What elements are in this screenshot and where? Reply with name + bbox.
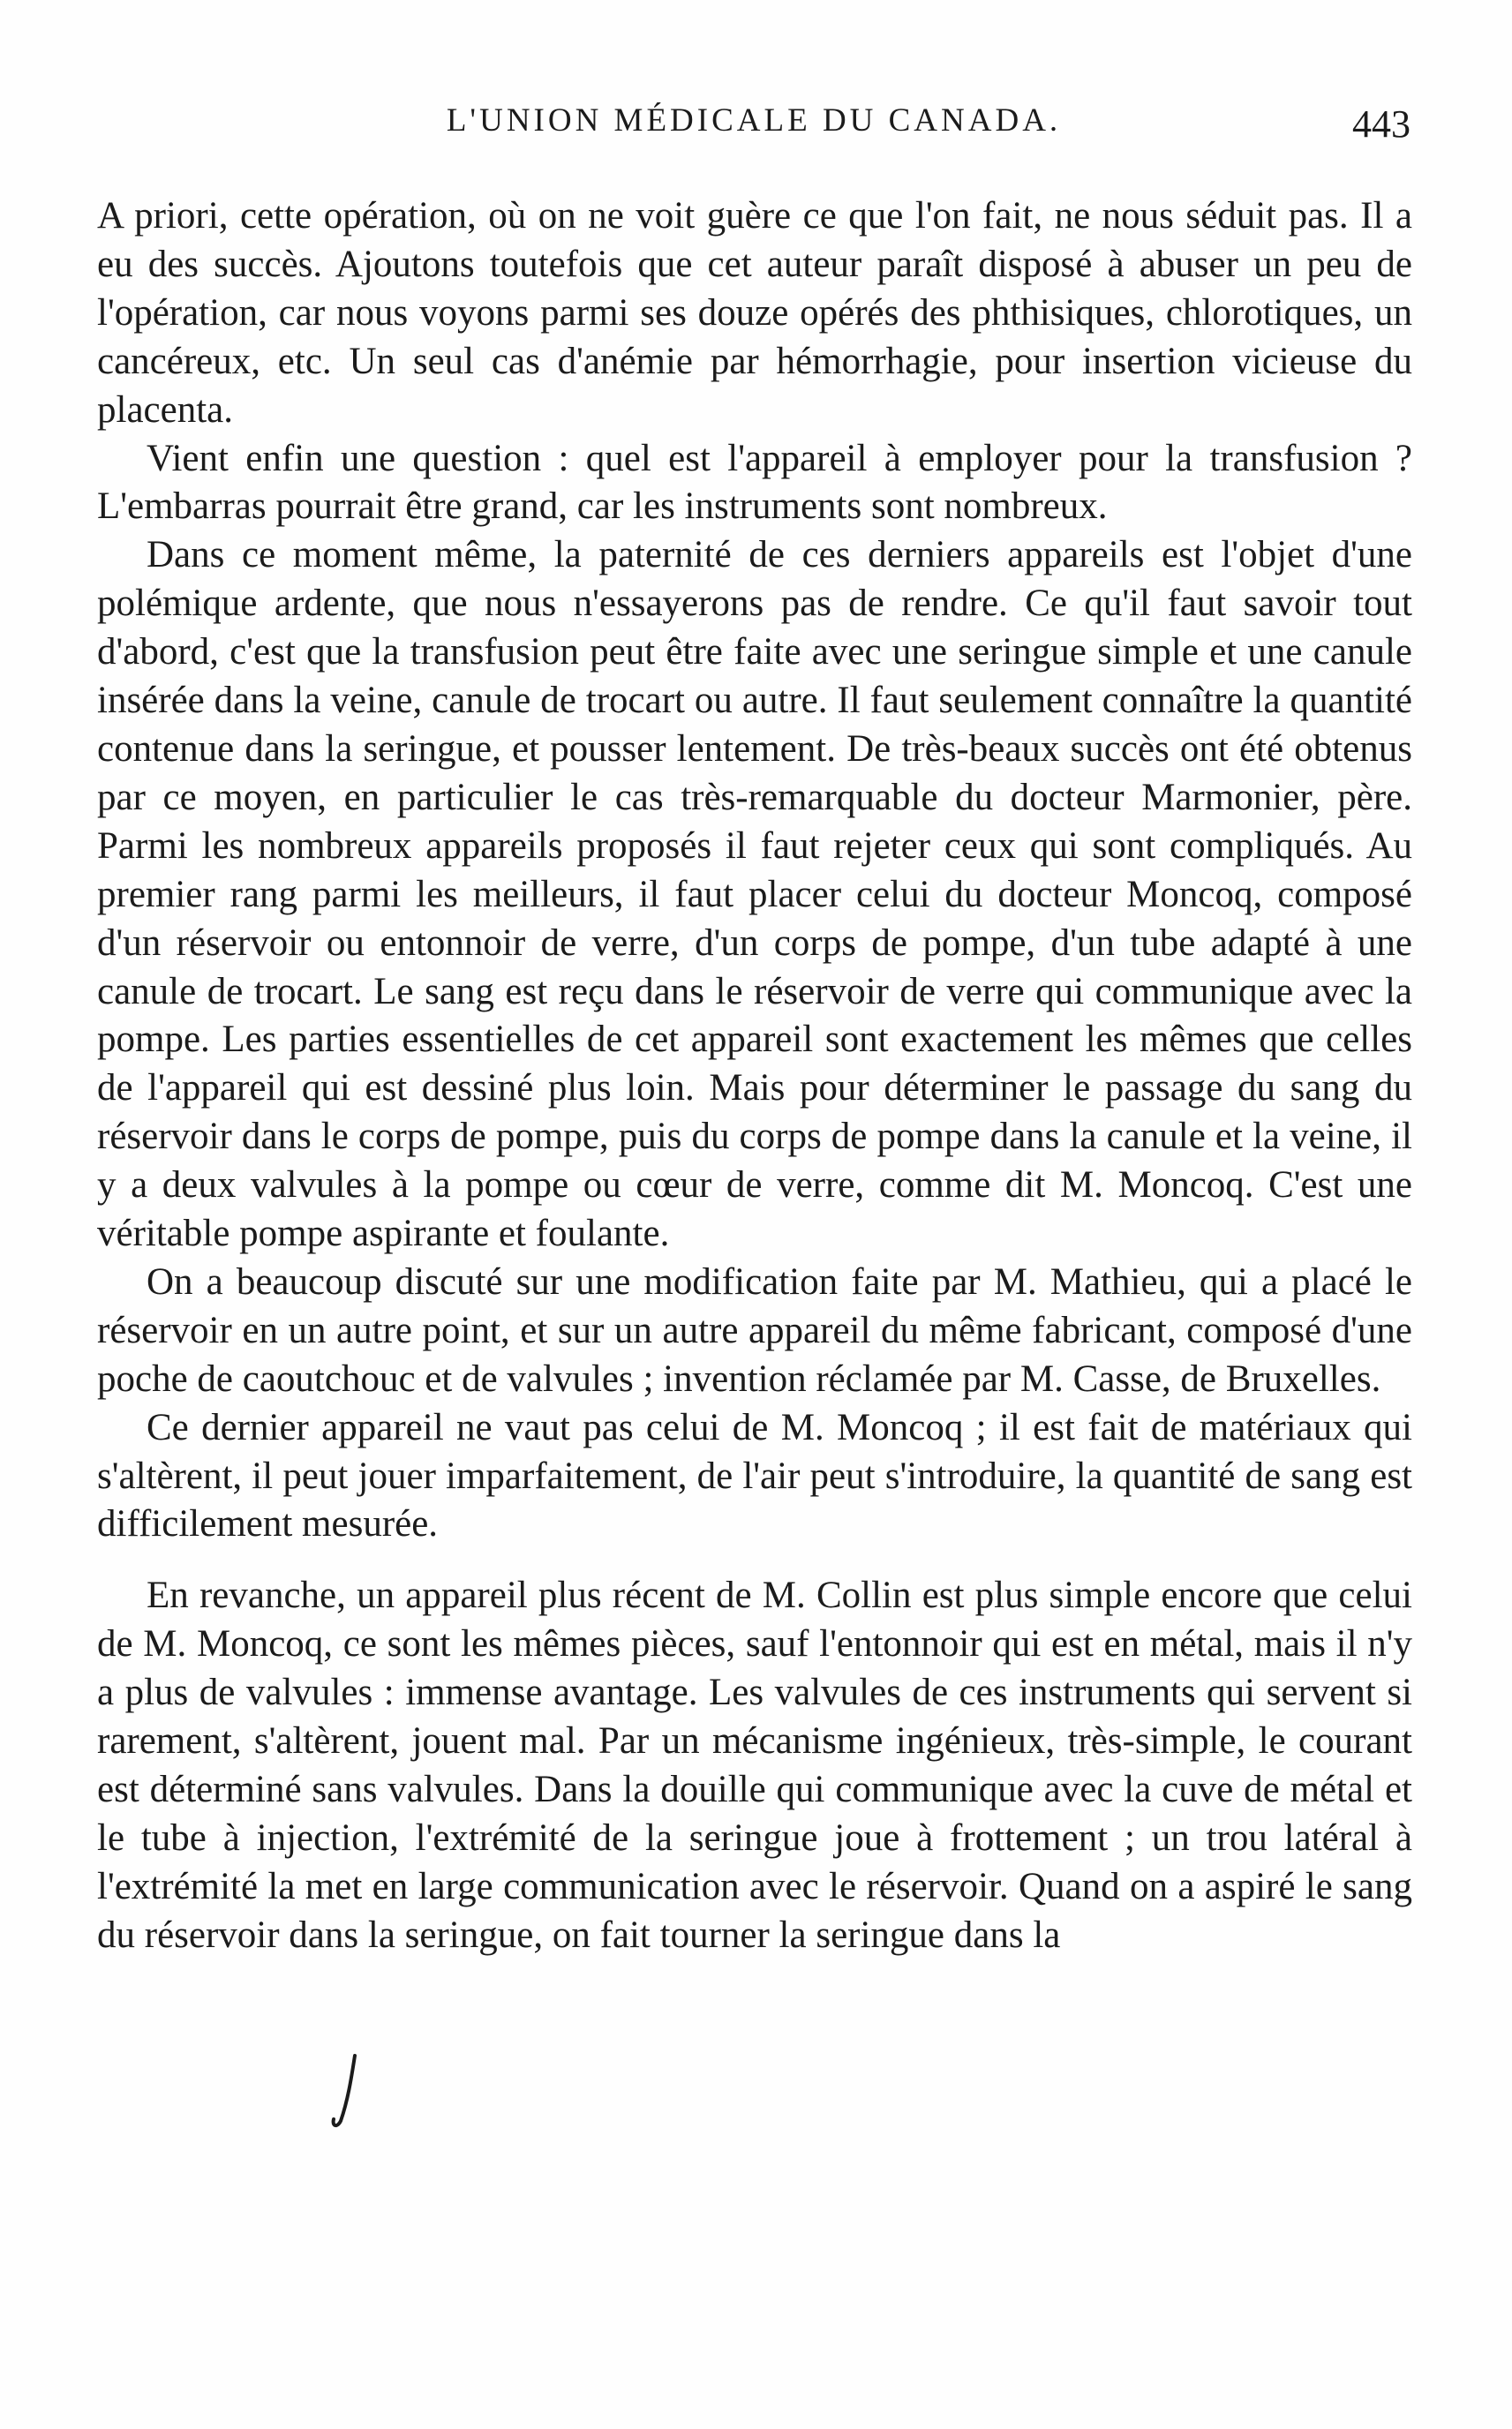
paragraph-1: A priori, cette opération, où on ne voit guère ce que l'on fait, ne nous séduit pas. Il a eu des succès. Ajoutons toutefois que cet auteur paraît disposé à abuser un peu de l'opération, car nous voyons parmi ses douze opérés des phthisiques, chlorotiques, un cancéreux, etc. Un seul cas d'anémie par hémorrhagie, pour insertion vicieuse du placenta.	[97, 195, 1412, 431]
page-number: 443	[1352, 102, 1410, 146]
paragraph-6: En revanche, un appareil plus récent de M. Collin est plus simple encore que celui de M. Moncoq, ce sont les mêmes pièces, sauf l'entonnoir qui est en métal, mais il n'y a plus de valvules : immense avantage. Les valvules de ces instruments qui servent si rarement, s'altèrent, jouent mal. Par un mécanisme ingénieux, très-simple, le courant est déterminé sans valvules. Dans la douille qui communique avec la cuve de métal et le tube à injection, l'extrémité de la seringue joue à frottement ; un trou latéral à l'extrémité la met en large communication avec le réservoir. Quand on a aspiré le sang du réservoir dans la seringue, on fait tourner la seringue dans la	[97, 1575, 1412, 1956]
paragraph-2: Vient enfin une question : quel est l'appareil à employer pour la transfusion ? L'embarras pourrait être grand, car les instruments sont nombreux.	[97, 437, 1412, 528]
paragraph-4: On a beaucoup discuté sur une modification faite par M. Mathieu, qui a placé le réservoir en un autre point, et sur un autre appareil du même fabricant, composé d'une poche de caoutchouc et de valvules ; invention réclamée par M. Casse, de Bruxelles.	[97, 1260, 1412, 1400]
running-title: L'UNION MÉDICALE DU CANADA.	[446, 102, 1062, 139]
ink-mark-icon	[328, 2052, 364, 2132]
body-text	[97, 192, 1412, 1960]
paragraph-3: Dans ce moment même, la paternité de ces derniers appareils est l'objet d'une polémique ardente, que nous n'essayerons pas de rendre. Ce qu'il faut savoir tout d'abord, c'est que la transfusion peut être faite avec une seringue simple et une canule insérée dans la veine, canule de trocart ou autre. Il faut seulement connaître la quantité contenue dans la seringue, et pousser lentement. De très-beaux succès ont été obtenus par ce moyen, en particulier le cas très-remarquable du docteur Marmonier, père. Parmi les nombreux appareils proposés il faut rejeter ceux qui sont compliqués. Au premier rang parmi les meilleurs, il faut placer celui du docteur Moncoq, composé d'un réservoir ou entonnoir de verre, d'un corps de pompe, d'un tube adapté à une canule de trocart. Le sang est reçu dans le réservoir de verre qui communique avec la pompe. Les parties essentielles de cet appareil sont exactement les mêmes que celles de l'appareil qui est dessiné plus loin. Mais pour déterminer le passage du sang du réservoir dans le corps de pompe, puis du corps de pompe dans la canule et la veine, il y a deux valvules à la pompe ou cœur de verre, comme dit M. Moncoq. C'est une véritable pompe aspirante et foulante.	[97, 534, 1412, 1255]
paragraph-5: Ce dernier appareil ne vaut pas celui de M. Moncoq ; il est fait de matériaux qui s'altèrent, il peut jouer imparfaitement, de l'air peut s'introduire, la quantité de sang est difficilement mesurée.	[97, 1406, 1412, 1545]
page-header	[97, 102, 1410, 154]
